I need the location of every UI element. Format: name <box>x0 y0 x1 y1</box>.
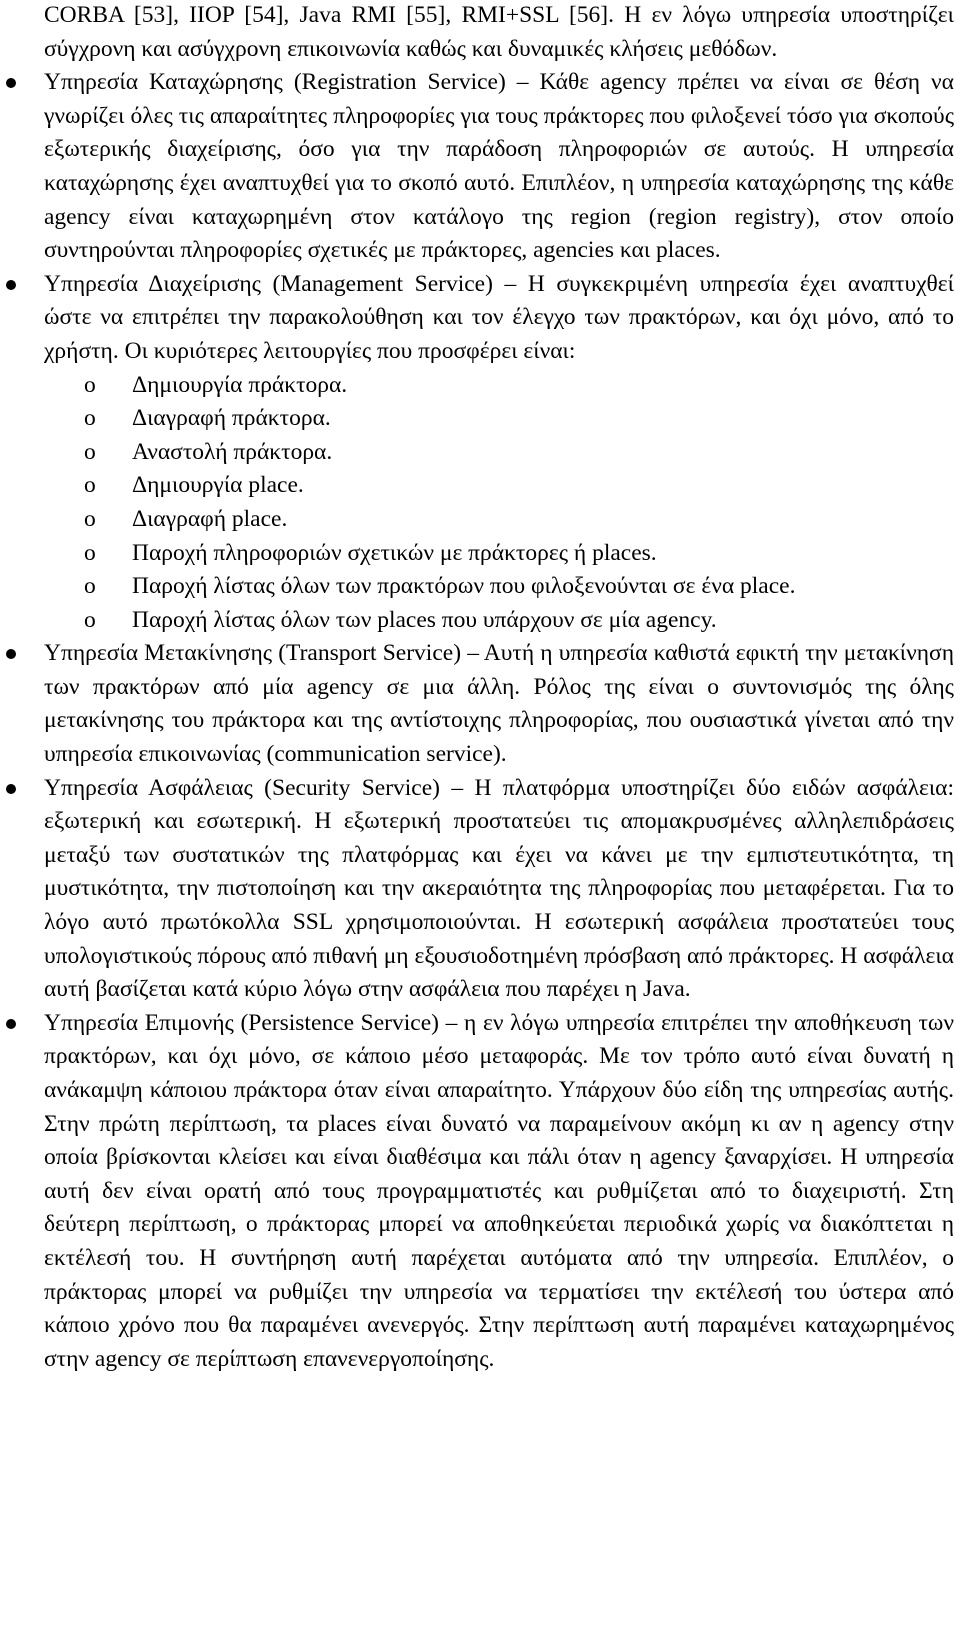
list-item <box>84 570 954 604</box>
list-marker: o <box>84 405 96 432</box>
bullet-dot-icon <box>6 784 16 794</box>
list-item-text: Αναστολή πράκτορα. <box>132 438 333 465</box>
bullet-dot-icon <box>6 78 16 88</box>
bullet-registration-service <box>44 66 954 268</box>
list-marker: o <box>84 371 96 398</box>
list-marker: o <box>84 505 96 532</box>
bullet-security-service <box>44 772 954 1007</box>
bullet-text: Υπηρεσία Μετακίνησης (Transport Service) – Αυτή η υπηρεσία καθιστά εφικτή την μετακίνηση των πρακτόρων από μία agency σε μια άλλη. Ρόλος της είναι ο συντονισμός της όλης μετακίνησης του πράκτορα και της αντίστοιχης πληροφορίας, που ουσιαστικά γίνεται από την υπηρεσία επικοινωνίας (communication service). <box>44 640 954 768</box>
bullet-text: Υπηρεσία Ασφάλειας (Security Service) – Η πλατφόρμα υποστηρίζει δύο ειδών ασφάλεια: εξωτερική και εσωτερική. Η εξωτερική προστατεύει τις απομακρυσμένες αλληλεπιδράσεις μεταξύ των συστατικών της πλατφόρμας και έχει να κάνει με την εμπιστευτικότητα, τη μυστικότητα, την πιστοποίηση και την ακεραιότητα της πληροφορίας που μεταφέρεται. Για το λόγο αυτό πρωτόκολλα SSL χρησιμοποιούνται. Η εσωτερική ασφάλεια προστατεύει τους υπολογιστικούς πόρους από πιθανή μη εξουσιοδοτημένη πρόσβαση από πράκτορες. Η ασφάλεια αυτή βασίζεται κατά κύριο λόγω στην ασφάλεια που παρέχει η Java. <box>44 774 954 1003</box>
list-item-text: Παροχή λίστας όλων των πρακτόρων που φιλοξενούνται σε ένα place. <box>132 573 796 600</box>
list-item-text: Διαγραφή πράκτορα. <box>132 405 331 432</box>
bullet-text: Υπηρεσία Επιμονής (Persistence Service) – η εν λόγω υπηρεσία επιτρέπει την αποθήκευση των πρακτόρων, και όχι μόνο, σε κάποιο μέσο μεταφοράς. Με τον τρόπο αυτό είναι δυνατή η ανάκαμψη κάποιου πράκτορα όταν είναι απαραίτητο. Υπάρχουν δύο είδη της υπηρεσίας αυτής. Στην πρώτη περίπτωση, τα places είναι δυνατό να παραμείνουν ακόμη κι αν η agency στην οποία βρίσκονται κλείσει και είναι διαθέσιμα και πάλι όταν η agency ξαναρχίσει. Η υπηρεσία αυτή δεν είναι ορατή από τους προγραμματιστές και ρυθμίζεται από το διαχειριστή. Στη δεύτερη περίπτωση, ο πράκτορας μπορεί να αποθηκεύεται περιοδικά χωρίς να διακόπτεται η εκτέλεσή του. Η συντήρηση αυτή παρέχεται αυτόματα από την υπηρεσία. Επιπλέον, ο πράκτορας μπορεί να ρυθμίζει την υπηρεσία να τερματίσει την εκτέλεσή του ύστερα από κάποιο χρόνο που θα παραμένει ανενεργός. Στην περίπτωση αυτή παραμένει καταχωρημένος στην agency σε περίπτωση επανενεργοποίησης. <box>44 1009 954 1372</box>
list-marker: o <box>84 539 96 566</box>
list-marker: o <box>84 606 96 633</box>
list-item <box>84 503 954 537</box>
list-item <box>84 604 954 638</box>
list-item <box>84 436 954 470</box>
bullet-dot-icon <box>6 1019 16 1029</box>
list-marker: o <box>84 573 96 600</box>
bullet-transport-service <box>44 637 954 771</box>
list-item-text: Δημιουργία place. <box>132 472 304 499</box>
list-item <box>84 369 954 403</box>
bullet-dot-icon <box>6 280 16 290</box>
list-item <box>84 469 954 503</box>
list-item <box>84 402 954 436</box>
list-marker: o <box>84 438 96 465</box>
bullet-dot-icon <box>6 649 16 659</box>
list-item <box>84 537 954 571</box>
bullet-text: Υπηρεσία Διαχείρισης (Management Service) – Η συγκεκριμένη υπηρεσία έχει αναπτυχθεί ώστε να επιτρέπει την παρακολούθηση και τον έλεγχο των πρακτόρων, και όχι μόνο, από το χρήστη. Οι κυριότερες λειτουργίες που προσφέρει είναι: <box>44 270 954 364</box>
bullet-text: Υπηρεσία Καταχώρησης (Registration Service) – Κάθε agency πρέπει να είναι σε θέση να γνωρίζει όλες τις απαραίτητες πληροφορίες για τους πράκτορες που φιλοξενεί τόσο για σκοπούς εξωτερικής διαχείρισης, όσο για την παράδοση πληροφοριών σε αυτούς. Η υπηρεσία καταχώρησης έχει αναπτυχθεί για το σκοπό αυτό. Επιπλέον, η υπηρεσία καταχώρησης της κάθε agency είναι καταχωρημένη στον κατάλογο της region (region registry), στον οποίο συντηρούνται πληροφορίες σχετικές με πράκτορες, agencies και places. <box>44 69 954 264</box>
list-marker: o <box>84 472 96 499</box>
intro-paragraph: CORBA [53], IIOP [54], Java RMI [55], RMI+SSL [56]. Η εν λόγω υπηρεσία υποστηρίζει σύγχρονη και ασύγχρονη επικοινωνία καθώς και δυναμικές κλήσεις μεθόδων. <box>44 2 954 62</box>
list-item-text: Παροχή λίστας όλων των places που υπάρχουν σε μία agency. <box>132 606 717 633</box>
management-functions-list <box>44 369 954 638</box>
list-item-text: Διαγραφή place. <box>132 505 288 532</box>
list-item-text: Δημιουργία πράκτορα. <box>132 371 348 398</box>
bullet-persistence-service <box>44 1007 954 1377</box>
list-item-text: Παροχή πληροφοριών σχετικών με πράκτορες ή places. <box>132 539 657 566</box>
bullet-management-service <box>44 268 954 369</box>
